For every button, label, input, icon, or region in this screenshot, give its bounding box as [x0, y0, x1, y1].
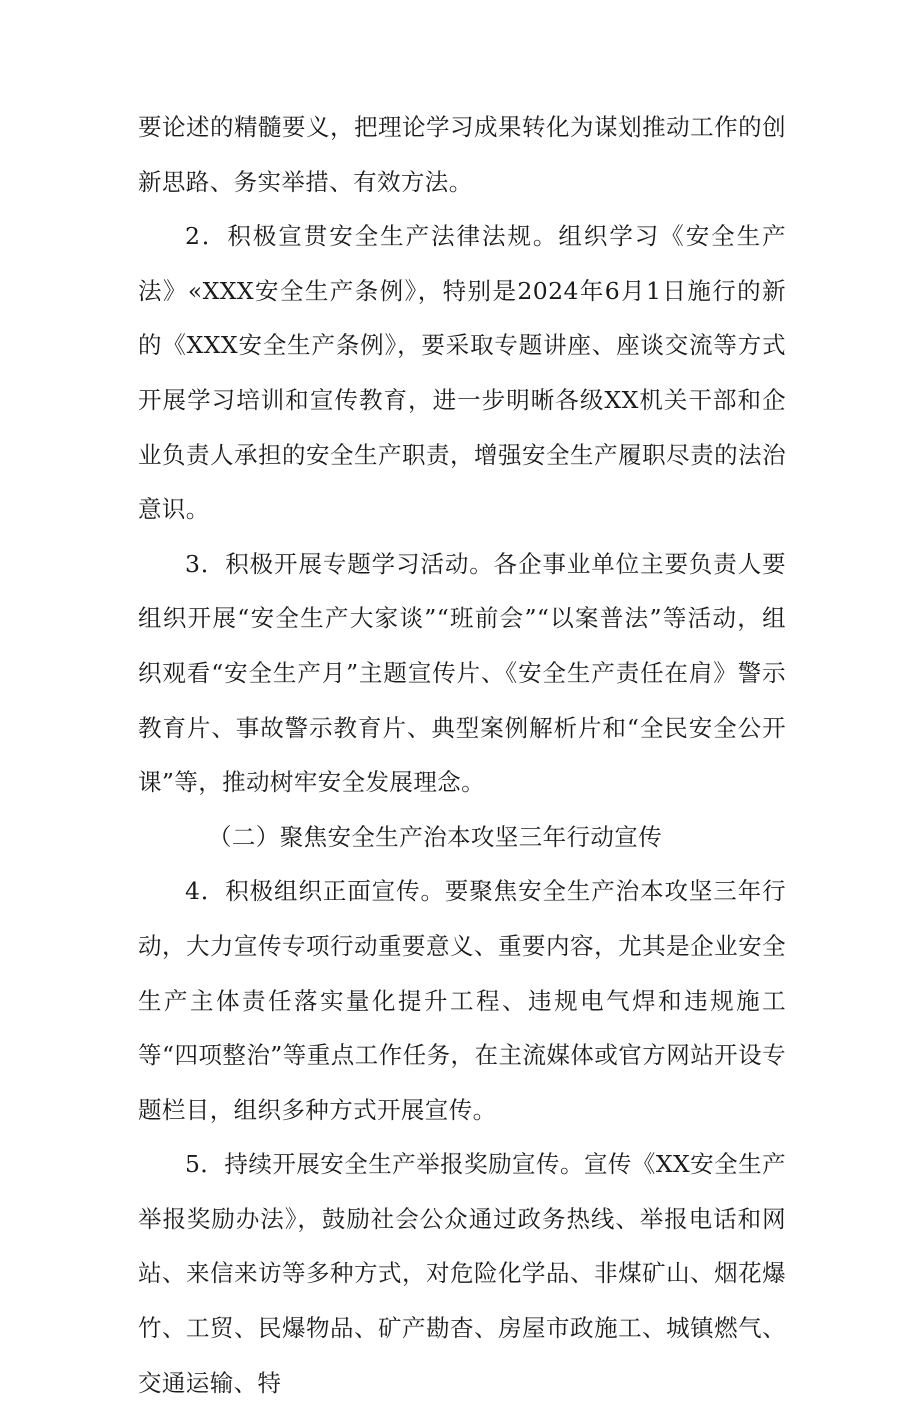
section-heading: （二）聚焦安全生产治本攻坚三年行动宣传: [208, 822, 663, 851]
paragraph-item-4: 4．积极组织正面宣传。要聚焦安全生产治本攻坚三年行动，大力宣传专项行动重要意义、重要内容，尤其是企业安全生产主体责任落实量化提升工程、违规电气焊和违规施工等“四项整治”等重点工作任务，在主流媒体或官方网站开设专题栏目，组织多种方式开展宣传。: [138, 877, 786, 1124]
paragraph-item-5: 5．持续开展安全生产举报奖励宣传。宣传《XX安全生产举报奖励办法》，鼓励社会公众通过政务热线、举报电话和网站、来信来访等多种方式，对危险化学品、非煤矿山、烟花爆竹、工贸、民爆物品、矿产勘杳、房屋市政施工、城镇燃气、交通运输、特: [138, 1150, 786, 1397]
paragraph-continuation: 要论述的精髓要义，把理论学习成果转化为谋划推动工作的创新思路、务实举措、有效方法。: [138, 113, 786, 196]
document-body: [138, 100, 786, 1410]
paragraph-item-2: 2．积极宣贯安全生产法律法规。组织学习《安全生产法》«XXX安全生产条例》，特别是2024年6月1日施行的新的《XXX安全生产条例》，要采取专题讲座、座谈交流等方式开展学习培训和宣传教育，进一步明晰各级XX机关干部和企业负责人承担的安全生产职责，增强安全生产履职尽责的法治意识。: [138, 222, 786, 524]
paragraph-item-3: 3．积极开展专题学习活动。各企事业单位主要负责人要组织开展“安全生产大家谈”“班前会”“以案普法”等活动，组织观看“安全生产月”主题宣传片、《安全生产责任在肩》警示教育片、事故警示教育片、典型案例解析片和“全民安全公开课”等，推动树牢安全发展理念。: [138, 549, 786, 797]
